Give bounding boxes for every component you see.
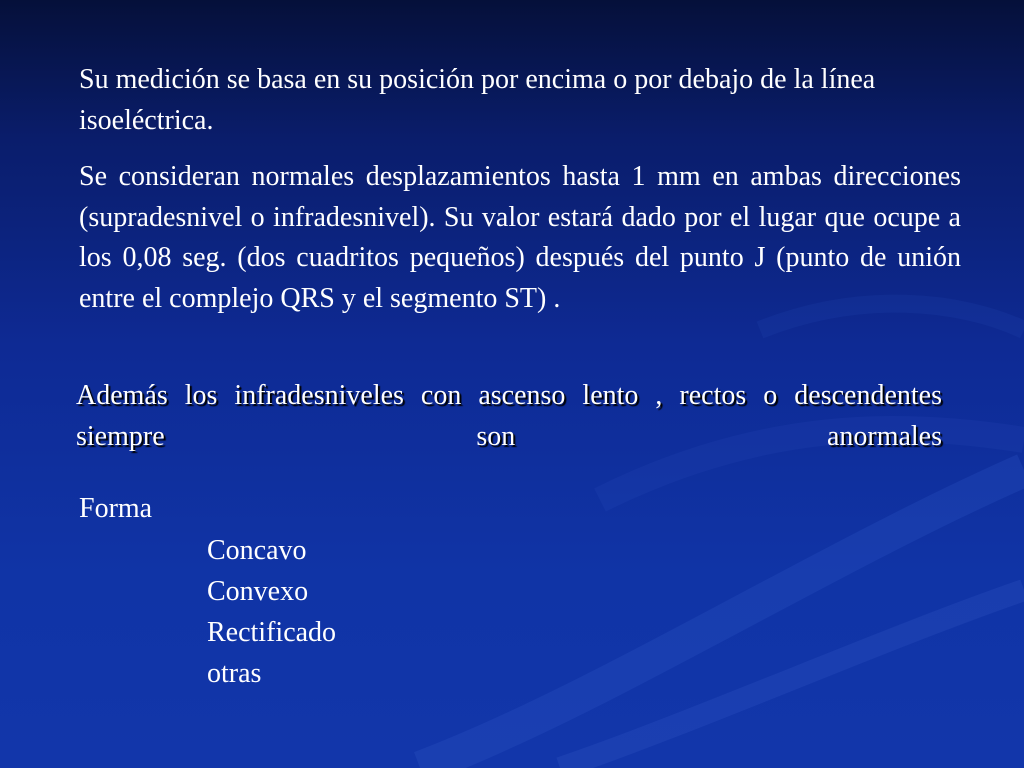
forma-heading: Forma — [79, 493, 153, 524]
forma-list — [207, 530, 336, 694]
forma-item-otras: otras — [207, 658, 262, 689]
paragraph-measurement: Su medición se basa en su posición por encima o por debajo de la línea isoeléctrica. — [79, 64, 876, 136]
swirl-stroke — [420, 470, 1024, 768]
swirl-stroke — [560, 590, 1024, 768]
forma-item-convexo: Convexo — [207, 576, 309, 607]
forma-item-rectificado: Rectificado — [207, 617, 337, 648]
paragraph-normal-displacement: Se consideran normales desplazamientos hasta 1 mm en ambas direcciones (supradesnivel o infradesnivel). Su valor estará dado por el lugar que ocupe a los 0,08 seg. (dos cuadritos pequeños) después del punto J (punto de unión entre el complejo QRS y el segmento ST) . — [79, 161, 961, 314]
paragraph-abnormal-infradesnivel: Además los infradesniveles con ascenso lento , rectos o descendentes siempre son anormales — [76, 380, 942, 452]
forma-item-concavo: Concavo — [207, 535, 307, 566]
